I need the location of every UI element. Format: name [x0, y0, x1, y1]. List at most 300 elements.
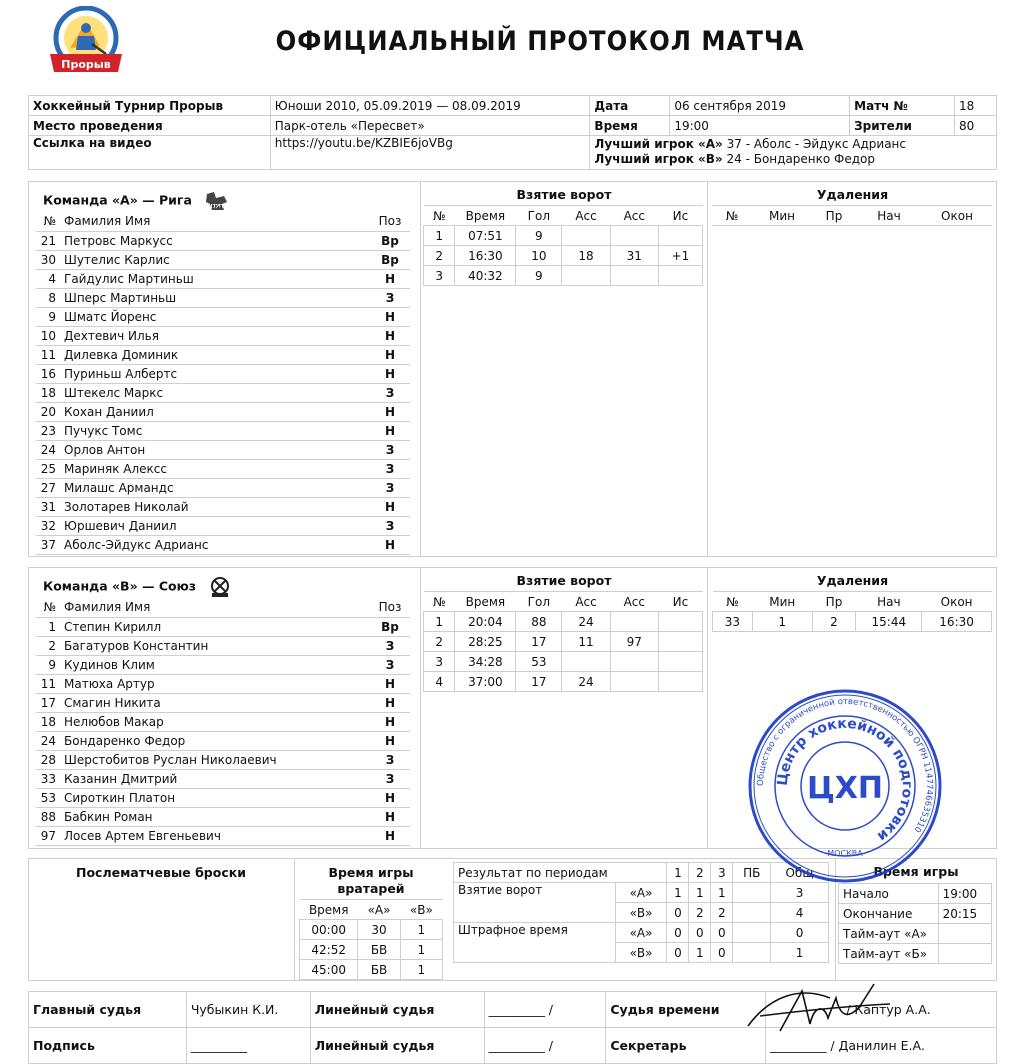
player-position: З — [370, 288, 410, 307]
team-b-roster — [36, 598, 410, 846]
grid-header-cell: № — [424, 592, 455, 612]
player-name: Казанин Дмитрий — [60, 769, 370, 788]
player-row — [36, 807, 410, 826]
player-number: 27 — [36, 478, 60, 497]
goalie-time-cell: 1 — [400, 960, 442, 980]
player-position: З — [370, 440, 410, 459]
svg-text:RIGA: RIGA — [211, 204, 223, 209]
player-name: Бабкин Роман — [60, 807, 370, 826]
period-team: «А» — [615, 923, 667, 943]
player-number: 11 — [36, 345, 60, 364]
video-label: Ссылка на видео — [29, 136, 271, 170]
player-row — [36, 693, 410, 712]
player-number: 24 — [36, 440, 60, 459]
grid-header-cell: Окон — [922, 206, 992, 226]
period-value — [733, 943, 771, 963]
best-player-b-value: 24 - Бондаренко Федор — [726, 152, 876, 166]
grid-cell: 11 — [562, 632, 610, 652]
team-b-title: Команда «В» — Союз — [43, 576, 232, 598]
goalie-time-row — [300, 960, 443, 980]
period-row — [454, 923, 829, 943]
player-position: Н — [370, 364, 410, 383]
player-name: Бондаренко Федор — [60, 731, 370, 750]
grid-header-cell: Асс — [562, 206, 610, 226]
player-name: Кохан Даниил — [60, 402, 370, 421]
player-position: Н — [370, 807, 410, 826]
tournament-label: Хоккейный Турнир Прорыв — [29, 96, 271, 116]
team-a-title: Команда «А» — Рига RIGA — [43, 190, 230, 212]
periods-header-cell: 2 — [689, 863, 711, 883]
game-time-table — [838, 883, 992, 964]
grid-row — [424, 632, 703, 652]
grid-cell: 24 — [562, 672, 610, 692]
period-value: 3 — [771, 883, 829, 903]
player-position: З — [370, 459, 410, 478]
grid-cell: 2 — [424, 246, 455, 266]
grid-header — [713, 592, 992, 612]
player-position: З — [370, 750, 410, 769]
period-value: 1 — [667, 883, 689, 903]
player-position: Н — [370, 421, 410, 440]
signature-label: Подпись — [29, 1028, 187, 1064]
period-value: 0 — [667, 923, 689, 943]
player-number: 4 — [36, 269, 60, 288]
player-position: Н — [370, 674, 410, 693]
player-row — [36, 674, 410, 693]
goalie-header-cell: «В» — [400, 900, 442, 920]
grid-cell: 3 — [424, 652, 455, 672]
grid-cell: 9 — [516, 226, 562, 246]
player-number: 97 — [36, 826, 60, 845]
player-row — [36, 478, 410, 497]
player-row — [36, 826, 410, 845]
grid-cell — [610, 266, 658, 286]
period-value: 0 — [667, 943, 689, 963]
grid-header-cell: Асс — [610, 206, 658, 226]
period-value: 2 — [711, 903, 733, 923]
player-name: Шерстобитов Руслан Николаевич — [60, 750, 370, 769]
period-value — [733, 923, 771, 943]
grid-cell: 20:04 — [455, 612, 516, 632]
player-row — [36, 788, 410, 807]
goalie-time-cell: 1 — [400, 920, 442, 940]
goalie-time-cell: 42:52 — [300, 940, 358, 960]
main-referee-value: Чубыкин К.И. — [186, 992, 310, 1028]
company-stamp — [747, 688, 943, 884]
game-time-label: Тайм-аут «Б» — [839, 944, 939, 964]
grid-cell: 97 — [610, 632, 658, 652]
team-b-logo-icon — [208, 576, 232, 598]
player-position: Н — [370, 693, 410, 712]
player-number: 9 — [36, 655, 60, 674]
line-referee-2-value: _________ / — [484, 1028, 606, 1064]
team-b-goals-title: Взятие ворот — [516, 573, 612, 588]
grid-cell: 33 — [713, 612, 753, 632]
grid-cell: 2 — [812, 612, 856, 632]
tournament-value: Юноши 2010, 05.09.2019 — 08.09.2019 — [270, 96, 590, 116]
grid-row — [424, 246, 703, 266]
grid-header — [424, 592, 703, 612]
player-name: Дилевка Доминик — [60, 345, 370, 364]
player-name: Шутелис Карлис — [60, 250, 370, 269]
grid-row — [713, 612, 992, 632]
best-player-a-value: 37 - Аболс - Эйдукс Адрианс — [726, 137, 907, 151]
grid-header — [712, 206, 992, 226]
stamp-city: МОСКВА — [827, 849, 863, 858]
team-a-logo-icon — [204, 190, 230, 212]
grid-cell: 16:30 — [455, 246, 516, 266]
roster-header — [36, 598, 410, 617]
player-position: Н — [370, 826, 410, 845]
goalie-time-cell: 1 — [400, 940, 442, 960]
grid-cell: 17 — [516, 672, 562, 692]
grid-cell — [658, 672, 702, 692]
col-name-header: Фамилия Имя — [60, 598, 370, 617]
grid-cell: 9 — [516, 266, 562, 286]
period-value: 0 — [689, 923, 711, 943]
player-position: З — [370, 516, 410, 535]
grid-header-cell: Асс — [562, 592, 610, 612]
player-row — [36, 769, 410, 788]
match-number-value: 18 — [955, 96, 997, 116]
player-number: 32 — [36, 516, 60, 535]
period-team: «В» — [615, 943, 667, 963]
grid-header-cell: Гол — [516, 592, 562, 612]
col-pos-header: Поз — [370, 212, 410, 231]
grid-header-cell: Гол — [516, 206, 562, 226]
grid-row — [424, 672, 703, 692]
grid-cell: 07:51 — [455, 226, 516, 246]
player-row — [36, 326, 410, 345]
player-position: Н — [370, 535, 410, 554]
secretary-label: Секретарь — [606, 1028, 766, 1064]
player-row — [36, 421, 410, 440]
grid-cell: 31 — [610, 246, 658, 266]
goalie-time-cell: 00:00 — [300, 920, 358, 940]
grid-row — [424, 652, 703, 672]
player-name: Степин Кирилл — [60, 617, 370, 636]
grid-row — [424, 226, 703, 246]
grid-cell: 34:28 — [455, 652, 516, 672]
grid-cell: 16:30 — [922, 612, 992, 632]
goalie-time-row — [300, 940, 443, 960]
player-position: Н — [370, 402, 410, 421]
logo-text: Прорыв — [61, 58, 111, 71]
period-value: 1 — [689, 883, 711, 903]
grid-cell — [610, 226, 658, 246]
player-name: Нелюбов Макар — [60, 712, 370, 731]
player-name: Кудинов Клим — [60, 655, 370, 674]
goalie-time-cell: 45:00 — [300, 960, 358, 980]
best-player-a-label: Лучший игрок «А» — [594, 137, 723, 151]
player-position: Н — [370, 345, 410, 364]
player-name: Юршевич Даниил — [60, 516, 370, 535]
grid-header — [424, 206, 703, 226]
grid-cell — [610, 672, 658, 692]
period-value — [733, 883, 771, 903]
grid-header-cell: Время — [455, 206, 516, 226]
period-row — [454, 883, 829, 903]
team-a-penalties-table — [712, 205, 992, 226]
period-value: 1 — [689, 943, 711, 963]
grid-cell: 2 — [424, 632, 455, 652]
date-value: 06 сентября 2019 — [670, 96, 850, 116]
player-position: Н — [370, 731, 410, 750]
player-position: З — [370, 769, 410, 788]
player-name: Орлов Антон — [60, 440, 370, 459]
game-time-label: Тайм-аут «А» — [839, 924, 939, 944]
grid-cell — [658, 612, 702, 632]
game-time-row — [839, 944, 992, 964]
player-row — [36, 288, 410, 307]
goalie-time-title: Время игры вратарей — [328, 865, 414, 896]
player-number: 31 — [36, 497, 60, 516]
col-name-header: Фамилия Имя — [60, 212, 370, 231]
player-name: Шматс Йоренс — [60, 307, 370, 326]
grid-cell: 3 — [424, 266, 455, 286]
player-number: 1 — [36, 617, 60, 636]
player-row — [36, 535, 410, 554]
grid-cell — [562, 652, 610, 672]
roster-header — [36, 212, 410, 231]
time-label: Время — [590, 116, 670, 136]
grid-header-cell: Пр — [812, 206, 856, 226]
player-position: З — [370, 655, 410, 674]
player-name: Пуриньш Албертс — [60, 364, 370, 383]
player-number: 20 — [36, 402, 60, 421]
grid-header-cell: № — [424, 206, 455, 226]
grid-cell: 15:44 — [856, 612, 922, 632]
player-number: 53 — [36, 788, 60, 807]
game-time-value: 20:15 — [938, 904, 991, 924]
player-number: 18 — [36, 712, 60, 731]
grid-header-cell: Пр — [812, 592, 856, 612]
player-position: Н — [370, 712, 410, 731]
grid-cell — [610, 652, 658, 672]
player-name: Матюха Артур — [60, 674, 370, 693]
team-a-roster — [36, 212, 410, 555]
grid-cell: 18 — [562, 246, 610, 266]
player-number: 23 — [36, 421, 60, 440]
shootout-title: Послематчевые броски — [75, 865, 246, 880]
video-link[interactable]: https://youtu.be/KZBIE6joVBg — [270, 136, 590, 170]
match-number-label: Матч № — [850, 96, 955, 116]
grid-header-cell: Окон — [922, 592, 992, 612]
period-value: 4 — [771, 903, 829, 923]
period-team: «А» — [615, 883, 667, 903]
team-b-penalties-title: Удаления — [816, 573, 889, 588]
player-number: 33 — [36, 769, 60, 788]
player-position: Н — [370, 788, 410, 807]
grid-cell: 4 — [424, 672, 455, 692]
game-time-value: 19:00 — [938, 884, 991, 904]
goalie-time-row — [300, 920, 443, 940]
team-a-goals-table — [423, 205, 703, 286]
col-num-header: № — [36, 598, 60, 617]
player-number: 8 — [36, 288, 60, 307]
grid-cell: 53 — [516, 652, 562, 672]
timekeeper-value: / Каптур А.А. — [766, 992, 997, 1028]
grid-header-cell: Время — [455, 592, 516, 612]
player-row — [36, 636, 410, 655]
player-number: 9 — [36, 307, 60, 326]
line-referee-value: _________ / — [484, 992, 606, 1028]
player-row — [36, 364, 410, 383]
period-value: 0 — [667, 903, 689, 923]
goalie-time-table — [299, 899, 443, 980]
period-value: 0 — [711, 943, 733, 963]
player-position: Вр — [370, 231, 410, 250]
game-time-label: Начало — [839, 884, 939, 904]
grid-cell: 1 — [424, 612, 455, 632]
player-name: Мариняк Алексс — [60, 459, 370, 478]
player-row — [36, 459, 410, 478]
game-time-label: Окончание — [839, 904, 939, 924]
player-position: З — [370, 636, 410, 655]
goalie-header-cell: «А» — [358, 900, 400, 920]
line-referee-label: Линейный судья — [310, 992, 484, 1028]
player-name: Дехтевич Илья — [60, 326, 370, 345]
player-row — [36, 250, 410, 269]
period-row-label: Взятие ворот — [454, 883, 616, 923]
grid-cell: 24 — [562, 612, 610, 632]
player-position: З — [370, 383, 410, 402]
player-row — [36, 383, 410, 402]
player-number: 24 — [36, 731, 60, 750]
venue-label: Место проведения — [29, 116, 271, 136]
player-number: 10 — [36, 326, 60, 345]
player-row — [36, 497, 410, 516]
col-pos-header: Поз — [370, 598, 410, 617]
player-position: Н — [370, 269, 410, 288]
player-name: Пучукс Томс — [60, 421, 370, 440]
page-title: ОФИЦИАЛЬНЫЙ ПРОТОКОЛ МАТЧА — [275, 26, 805, 57]
player-row — [36, 516, 410, 535]
player-number: 2 — [36, 636, 60, 655]
grid-row — [424, 266, 703, 286]
period-value — [733, 903, 771, 923]
player-row — [36, 731, 410, 750]
player-position: З — [370, 478, 410, 497]
player-number: 16 — [36, 364, 60, 383]
grid-cell: +1 — [658, 246, 702, 266]
player-row — [36, 440, 410, 459]
timekeeper-label: Судья времени — [606, 992, 766, 1028]
player-position: Н — [370, 307, 410, 326]
periods-header-cell: 3 — [711, 863, 733, 883]
grid-header-cell: Нач — [856, 206, 922, 226]
periods-header-label: Результат по периодам — [454, 863, 667, 883]
player-number: 18 — [36, 383, 60, 402]
player-position: Н — [370, 326, 410, 345]
grid-cell — [658, 632, 702, 652]
player-position: Вр — [370, 617, 410, 636]
player-row — [36, 750, 410, 769]
game-time-row — [839, 904, 992, 924]
signature-scribble — [740, 976, 900, 1046]
period-value: 0 — [711, 923, 733, 943]
grid-header-cell: Нач — [856, 592, 922, 612]
grid-row — [424, 612, 703, 632]
team-a-goals-title: Взятие ворот — [516, 187, 612, 202]
player-number: 88 — [36, 807, 60, 826]
player-position: Н — [370, 497, 410, 516]
player-number: 37 — [36, 535, 60, 554]
grid-cell: 28:25 — [455, 632, 516, 652]
grid-header-cell: Мин — [752, 592, 812, 612]
player-name: Петровс Маркусс — [60, 231, 370, 250]
stamp-outer-ring: Общество с ограниченной ответственностью ОГРН 1147746635310 — [755, 696, 935, 834]
goalie-time-cell: БВ — [358, 960, 400, 980]
game-time-row — [839, 884, 992, 904]
period-value: 2 — [689, 903, 711, 923]
period-value: 1 — [711, 883, 733, 903]
player-name: Лосев Артем Евгеньевич — [60, 826, 370, 845]
line-referee-2-label: Линейный судья — [310, 1028, 484, 1064]
grid-cell — [562, 266, 610, 286]
periods-header-cell: ПБ — [733, 863, 771, 883]
date-label: Дата — [590, 96, 670, 116]
grid-cell — [658, 652, 702, 672]
game-time-title: Время игры — [873, 864, 959, 879]
player-name: Багатуров Константин — [60, 636, 370, 655]
tournament-logo — [40, 6, 132, 78]
period-value: 0 — [771, 923, 829, 943]
player-row — [36, 269, 410, 288]
player-row — [36, 231, 410, 250]
player-name: Гайдулис Мартиньш — [60, 269, 370, 288]
game-time-row — [839, 924, 992, 944]
stamp-inner-ring: Центр хоккейной подготовки — [774, 715, 916, 845]
player-row — [36, 307, 410, 326]
periods-header-cell: 1 — [667, 863, 689, 883]
grid-header-cell: Ис — [658, 206, 702, 226]
grid-cell — [658, 226, 702, 246]
player-name: Золотарев Николай — [60, 497, 370, 516]
game-time-value — [938, 944, 991, 964]
grid-header-cell: № — [712, 206, 752, 226]
player-name: Штекелс Маркс — [60, 383, 370, 402]
best-player-b-label: Лучший игрок «В» — [594, 152, 723, 166]
player-row — [36, 345, 410, 364]
player-number: 25 — [36, 459, 60, 478]
player-number: 28 — [36, 750, 60, 769]
grid-cell: 10 — [516, 246, 562, 266]
player-row — [36, 712, 410, 731]
grid-cell: 1 — [752, 612, 812, 632]
grid-cell — [658, 266, 702, 286]
game-time-value — [938, 924, 991, 944]
team-a-penalties-title: Удаления — [816, 187, 889, 202]
player-name: Смагин Никита — [60, 693, 370, 712]
player-number: 21 — [36, 231, 60, 250]
player-row — [36, 655, 410, 674]
grid-cell — [562, 226, 610, 246]
main-referee-label: Главный судья — [29, 992, 187, 1028]
team-b-goals-table — [423, 591, 703, 692]
player-name: Сироткин Платон — [60, 788, 370, 807]
period-row-label: Штрафное время — [454, 923, 616, 963]
spectators-label: Зрители — [850, 116, 955, 136]
signature-value: _________ — [186, 1028, 310, 1064]
player-name: Шперс Мартиньш — [60, 288, 370, 307]
player-number: 17 — [36, 693, 60, 712]
grid-header-cell: Мин — [752, 206, 812, 226]
grid-cell: 1 — [424, 226, 455, 246]
player-row — [36, 402, 410, 421]
period-value: 1 — [771, 943, 829, 963]
grid-cell — [610, 612, 658, 632]
